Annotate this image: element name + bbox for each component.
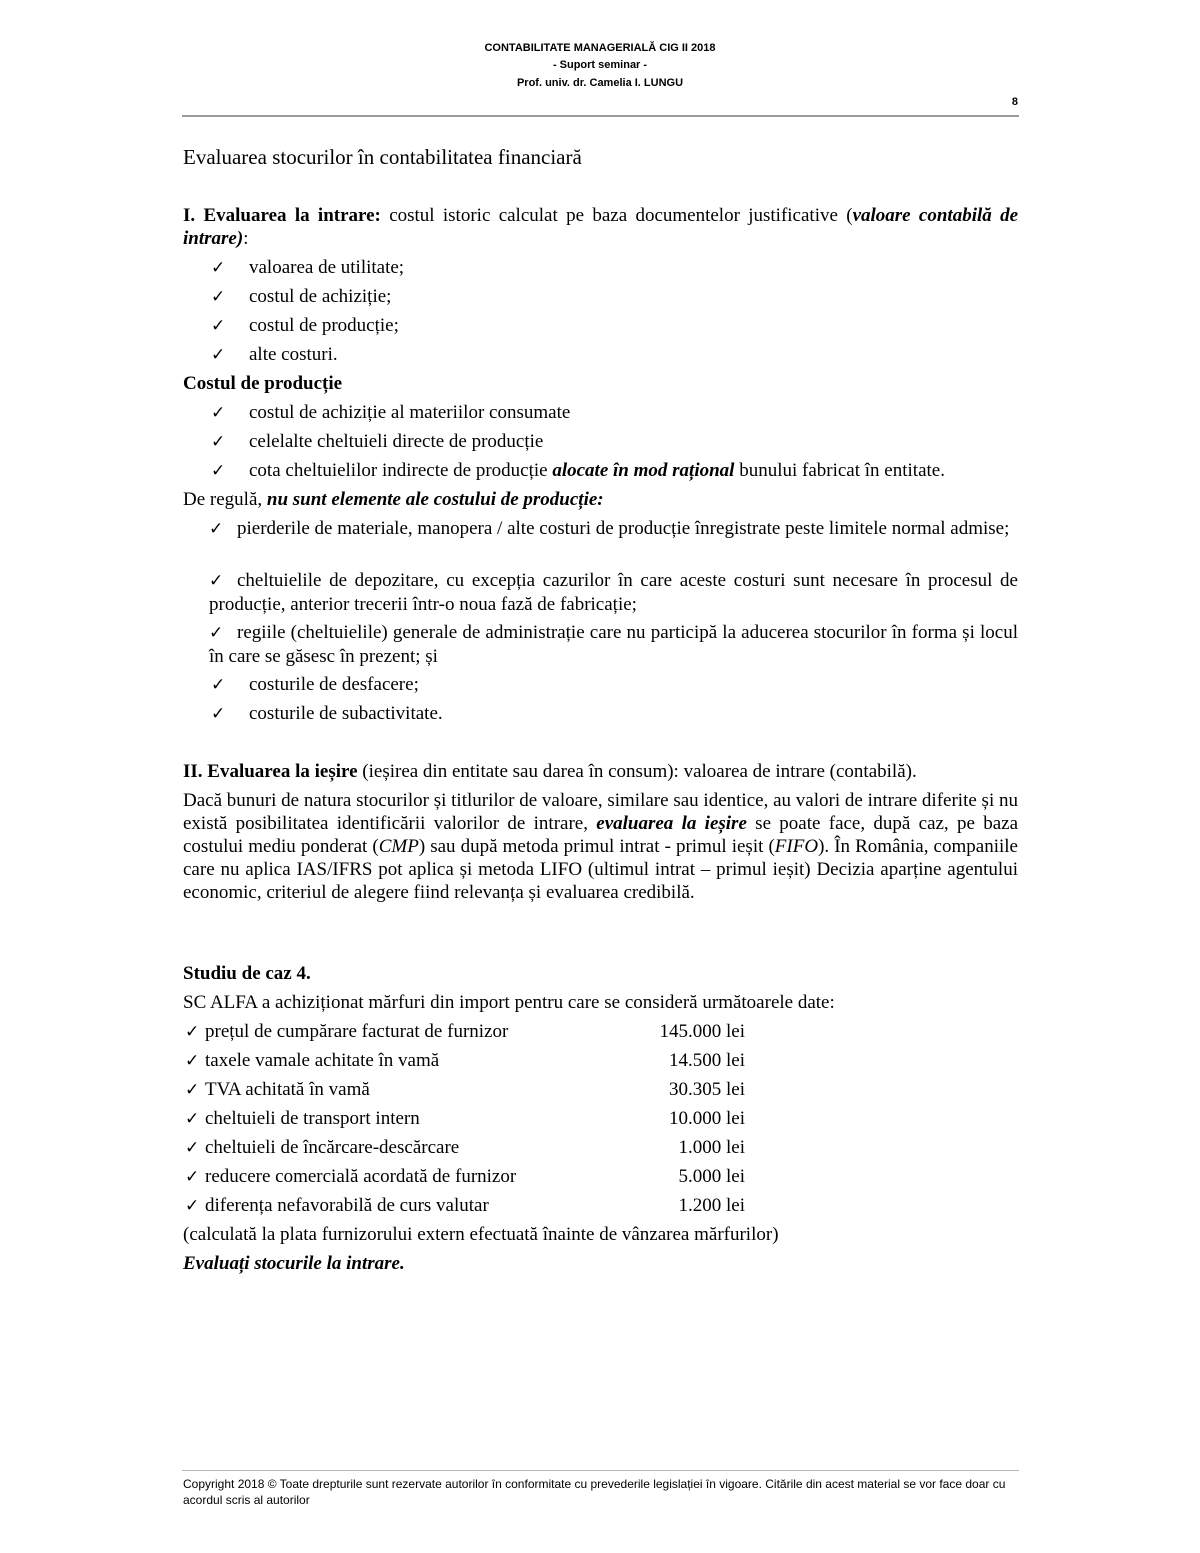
list-item: ✓ costurile de desfacere; (211, 674, 419, 695)
check-icon: ✓ (185, 1080, 200, 1100)
section1-text: costul istoric calculat pe baza documentelor justificative ( (380, 205, 853, 226)
list-item: ✓ alte costuri. (211, 344, 338, 365)
production-rule: De regulă, nu sunt elemente ale costului de producție: (183, 489, 604, 510)
list-item: ✓ celelalte cheltuieli directe de producție (211, 431, 544, 452)
check-icon: ✓ (185, 1109, 200, 1129)
check-icon: ✓ (211, 675, 226, 695)
header-subtitle: - Suport seminar - (552, 59, 648, 71)
check-icon: ✓ (211, 287, 226, 307)
list-item: ✓ costurile de subactivitate. (211, 703, 443, 724)
section1-end: : (243, 228, 249, 249)
check-icon: ✓ (185, 1138, 200, 1158)
check-icon: ✓ (185, 1022, 200, 1042)
list-item: ✓ valoarea de utilitate; (211, 257, 405, 278)
section1-heading: I. Evaluarea la intrare: (183, 205, 381, 226)
footer-divider (182, 1470, 1019, 1471)
section1-paragraph (183, 204, 1018, 250)
check-icon: ✓ (211, 403, 226, 423)
header-divider (182, 115, 1019, 117)
list-item: ✓ costul de achiziție; (211, 286, 392, 307)
list-item: ✓ costul de producție; (211, 315, 399, 336)
section1-italic: valoare contabilă de intrare) (183, 205, 1019, 249)
production-heading: Costul de producție (183, 373, 343, 394)
check-icon: ✓ (185, 1196, 200, 1216)
list-item: ✓ cota cheltuielilor indirecte de producție alocate în mod rațional bunului fabricat în entitate. (211, 460, 945, 481)
check-icon: ✓ (209, 623, 224, 643)
case-study-note: (calculată la plata furnizorului extern efectuată înainte de vânzarea mărfurilor) (183, 1224, 779, 1245)
check-icon: ✓ (211, 461, 226, 481)
check-icon: ✓ (211, 704, 226, 724)
check-icon: ✓ (209, 519, 224, 539)
header-author: Prof. univ. dr. Camelia I. LUNGU (516, 77, 684, 89)
check-icon: ✓ (185, 1051, 200, 1071)
page-title: Evaluarea stocurilor în contabilitatea financiară (183, 145, 582, 169)
footer-copyright: Copyright 2018 © Toate drepturile sunt rezervate autorilor în conformitate cu prevederile legislației în vigoare. Citările din acest material se vor face doar cu acordul scris al autorilor (183, 1477, 1006, 1507)
section2-heading-line: II. Evaluarea la ieșire (ieșirea din entitate sau darea în consum): valoarea de intrare (contabilă). (183, 761, 917, 782)
check-icon: ✓ (211, 316, 226, 336)
header-course-title: CONTABILITATE MANAGERIALĂ CIG II 2018 (484, 42, 716, 54)
list-item: ✓ costul de achiziție al materiilor consumate (211, 402, 571, 423)
list-item: ✓ regiile (cheltuielile) generale de administrație care nu participă la aducerea stocurilor în forma și locul în care se găsesc în prezent; și (209, 622, 1018, 667)
check-icon: ✓ (185, 1167, 200, 1187)
check-icon: ✓ (211, 345, 226, 365)
document-page: CONTABILITATE MANAGERIALĂ CIG II 2018 - Suport seminar - Prof. univ. dr. Camelia I. LUNGU 8 Evaluarea stocurilor în contabilitatea financiară I. Evaluarea la intrare: costul istoric calculat pe baza documentelor justificative (valoare contabilă de intrare): ✓ valoarea de utilitate; ✓ costul de achiziție; ✓ costul de producție; ✓ alte costuri. Costul de producție ✓ costul de achiziție al materiilor consumate ✓ celelalte cheltuieli directe de producție ✓ cota cheltuielilor indirecte de producție alocate în mod rațional bunului fabricat în entitate. De regulă, nu sunt elemente ale costului de producție: ✓ pierderile de materiale, manopera / alte costuri de producție înregistrate peste limitele normal admise; ✓ cheltuielile de depozitare, cu excepția cazurilor în care aceste costuri sunt necesare în procesul de producție, anterior trecerii într-o noua fază de fabricație; ✓ regiile (cheltuielile) generale de administrație care nu participă la aducerea stocurilor în forma și locul în care se găsesc în prezent; și ✓ costurile de desfacere; ✓ costurile de subactivitate. II. Evaluarea la ieșire (ieșirea din entitate sau darea în consum): valoarea de intrare (contabilă). Dacă bunuri de natura stocurilor și titlurilor de valoare, similare sau identice, au valori de intrare diferite și nu există posibilitatea identificării valorilor de intrare, evaluarea la ieșire se poate face, după caz, pe baza costului mediu ponderat (CMP) sau după metoda primul intrat - primul ieșit (FIFO). În România, companiile care nu aplica IAS/IFRS pot aplica și metoda LIFO (ultimul intrat – primul ieșit) Decizia aparține agentului economic, criteriul de alegere fiind relevanța și evaluarea credibilă. Studiu de caz 4. SC ALFA a achiziționat mărfuri din import pentru care se consideră următoarele date: ✓ prețul de cumpărare facturat de furnizor 145.000 lei ✓ taxele vamale achitate în vamă 14.500 lei ✓ TVA achitată în vamă 30.305 lei ✓ cheltuieli de transport intern 10.000 lei ✓ cheltuieli de încărcare-descărcare 1.000 lei ✓ reducere comercială acordată de furnizor 5.000 lei ✓ diferența nefavorabilă de curs valutar 1.200 lei (calculată la plata furnizorului extern efectuată înainte de vânzarea mărfurilor) Evaluați stocurile la intrare. Copyright 2018 © Toate drepturile sunt rezervate autorilor în conformitate cu prevederile legislației în vigoare. Citările din acest material se vor face doar cu acordul scris al autorilor (0, 0, 1200, 1553)
page-number: 8 (1011, 96, 1018, 108)
check-icon: ✓ (211, 258, 226, 278)
case-study-heading: Studiu de caz 4. (183, 963, 311, 984)
case-study-intro: SC ALFA a achiziționat mărfuri din import pentru care se consideră următoarele date: (183, 992, 835, 1013)
check-icon: ✓ (209, 571, 224, 591)
list-item: ✓ pierderile de materiale, manopera / alte costuri de producție înregistrate peste limitele normal admise; (209, 518, 1010, 539)
check-icon: ✓ (211, 432, 226, 452)
list-item: ✓ cheltuielile de depozitare, cu excepția cazurilor în care aceste costuri sunt necesare în procesul de producție, anterior trecerii într-o noua fază de fabricație; (209, 570, 1018, 615)
case-study-task: Evaluați stocurile la intrare. (183, 1253, 405, 1274)
section2-paragraph: Dacă bunuri de natura stocurilor și titlurilor de valoare, similare sau identice, au valori de intrare diferite și nu există posibilitatea identificării valorilor de intrare, evaluarea la ieșire se poate face, după caz, pe baza costului mediu ponderat (CMP) sau după metoda primul intrat - primul ieșit (FIFO). În România, companiile care nu aplica IAS/IFRS pot aplica și metoda LIFO (ultimul intrat – primul ieșit) Decizia aparține agentului economic, criteriul de alegere fiind relevanța și evaluarea credibilă. (183, 790, 1019, 903)
